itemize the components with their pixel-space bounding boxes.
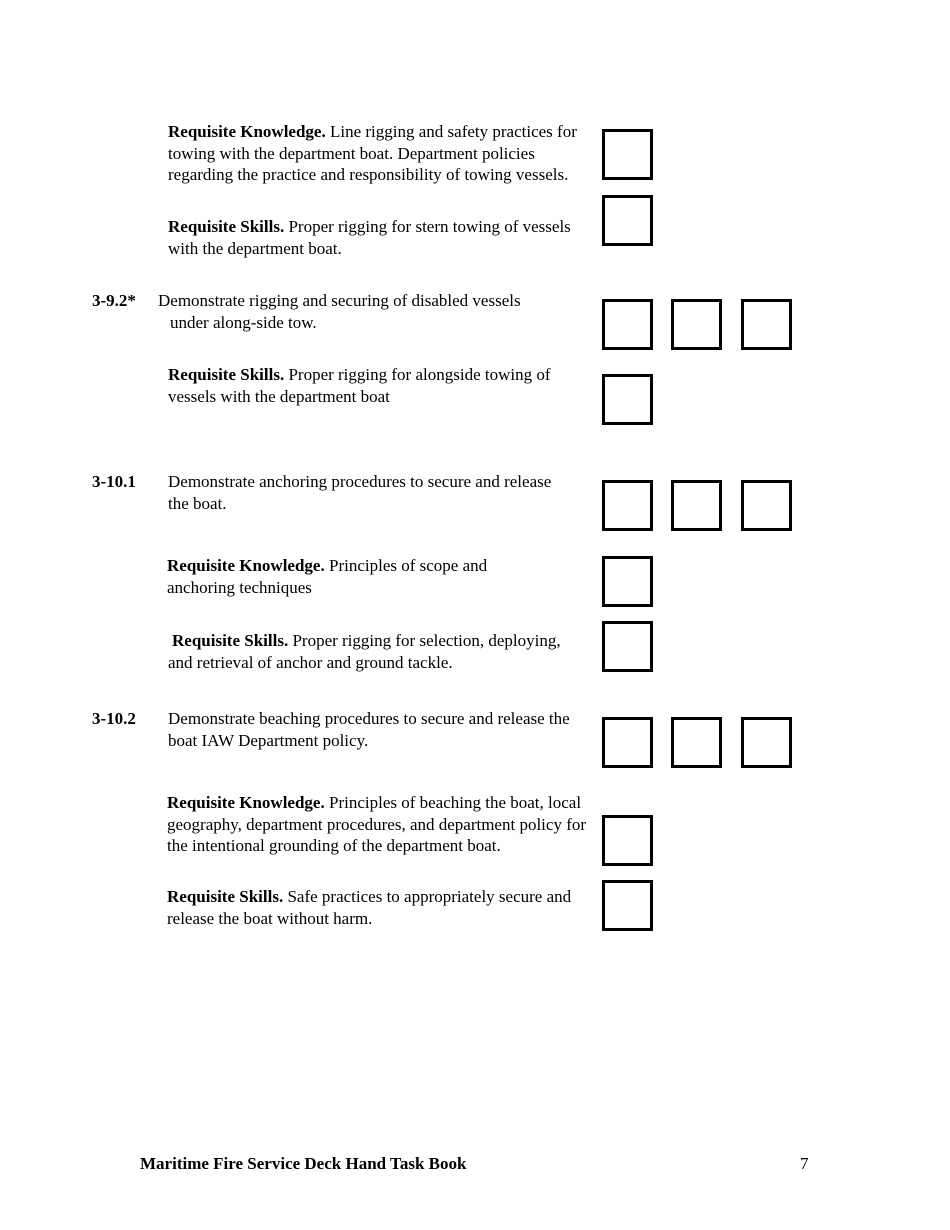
requisite-skills-label: Requisite Skills. (172, 631, 289, 650)
evaluation-checkbox-1[interactable] (602, 480, 653, 531)
signoff-checkbox[interactable] (602, 880, 653, 931)
requisite-skills-label: Requisite Skills. (168, 217, 285, 236)
requisite-skills-alongside-towing (168, 364, 588, 407)
requisite-skills-text: Proper rigging for selection, deploying, and retrieval of anchor and ground tackle. (168, 631, 561, 672)
requisite-knowledge-anchoring (167, 555, 547, 598)
requisite-skills-beaching (167, 886, 592, 929)
evaluation-checkbox-2[interactable] (671, 717, 722, 768)
page-number: 7 (800, 1154, 809, 1173)
signoff-checkbox[interactable] (602, 374, 653, 425)
requisite-knowledge-beaching (167, 792, 587, 857)
task-description-line: Demonstrate rigging and securing of disabled vessels (158, 291, 521, 310)
task-description: Demonstrate beaching procedures to secure and release the boat IAW Department policy. (168, 709, 570, 750)
requisite-skills-anchoring (168, 630, 573, 673)
signoff-checkbox[interactable] (602, 815, 653, 866)
task-number: 3-9.2* (92, 291, 136, 310)
requisite-knowledge-text: Line rigging and safety practices for towing with the department boat. Department policies regarding the practice and responsibility of towing vessels. (168, 122, 577, 184)
task-description: Demonstrate anchoring procedures to secure and release the boat. (168, 472, 552, 513)
requisite-skills-label: Requisite Skills. (168, 365, 285, 384)
evaluation-checkbox-3[interactable] (741, 480, 792, 531)
evaluation-checkbox-2[interactable] (671, 299, 722, 350)
requisite-knowledge-towing (168, 121, 588, 186)
evaluation-checkbox-3[interactable] (741, 717, 792, 768)
task-number: 3-10.1 (92, 472, 136, 491)
evaluation-checkbox-1[interactable] (602, 717, 653, 768)
requisite-knowledge-label: Requisite Knowledge. (167, 556, 325, 575)
evaluation-checkbox-2[interactable] (671, 480, 722, 531)
requisite-knowledge-text: Principles of beaching the boat, local geography, department procedures, and department policy for the intentional grounding of the department boat. (167, 793, 587, 855)
footer-book-title: Maritime Fire Service Deck Hand Task Book (140, 1154, 467, 1173)
evaluation-checkbox-1[interactable] (602, 299, 653, 350)
requisite-knowledge-label: Requisite Knowledge. (168, 122, 326, 141)
requisite-skills-stern-towing (168, 216, 588, 259)
requisite-skills-label: Requisite Skills. (167, 887, 284, 906)
requisite-skills-text: Safe practices to appropriately secure and release the boat without harm. (167, 887, 572, 928)
requisite-skills-text: Proper rigging for alongside towing of vessels with the department boat (168, 365, 551, 406)
requisite-knowledge-text: Principles of scope and anchoring techniques (167, 556, 488, 597)
signoff-checkbox[interactable] (602, 556, 653, 607)
task-description (158, 290, 598, 333)
evaluation-checkbox-3[interactable] (741, 299, 792, 350)
task-description-line: under along-side tow. (170, 312, 317, 332)
task-number: 3-10.2 (92, 709, 136, 728)
signoff-checkbox[interactable] (602, 621, 653, 672)
requisite-skills-text: Proper rigging for stern towing of vessels with the department boat. (168, 217, 571, 258)
requisite-knowledge-label: Requisite Knowledge. (167, 793, 325, 812)
signoff-checkbox[interactable] (602, 129, 653, 180)
signoff-checkbox[interactable] (602, 195, 653, 246)
